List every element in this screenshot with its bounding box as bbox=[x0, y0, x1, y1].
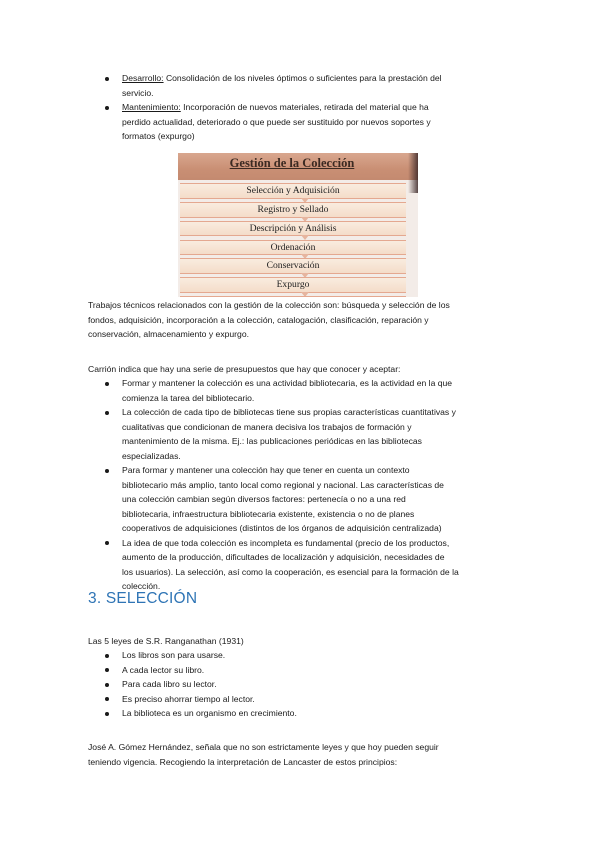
figure-step bbox=[180, 258, 406, 274]
list-text: aumento de la producción, dificultades de localización y adquisición, necesidades de bbox=[122, 552, 445, 562]
list-text: mantenimiento de la misma. Ej.: las publicaciones periódicas en las bibliotecas bbox=[122, 436, 422, 446]
paragraph-line: José A. Gómez Hernández, señala que no son estrictamente leyes y que hoy pueden seguir bbox=[88, 742, 439, 752]
list-item bbox=[122, 463, 522, 536]
list-item bbox=[122, 692, 522, 707]
bullet-icon bbox=[105, 411, 109, 415]
list-text: La idea de que toda colección es incompleta es fundamental (precio de los productos, bbox=[122, 537, 450, 548]
bullet-icon bbox=[105, 106, 109, 110]
list-text: bibliotecaria, infraestructura bibliotecaria existente, existencia o no de planes bbox=[122, 508, 415, 519]
collection-management-figure bbox=[178, 153, 418, 297]
step-label: Expurgo bbox=[276, 279, 310, 291]
paragraph-line: fondos, adquisición, incorporación a la colección, catalogación, clasificación, reparación y bbox=[88, 314, 429, 325]
list-text: los usuarios). La selección, así como la cooperación, es esencial para la formación de la bbox=[122, 566, 459, 577]
bullet-icon bbox=[105, 77, 109, 81]
list-text: cooperativos de adquisiciones (distintos de los órganos de adquisición centralizada) bbox=[122, 523, 442, 533]
section-heading: 3. SELECCIÓN bbox=[88, 590, 198, 607]
list-item bbox=[122, 677, 522, 692]
bullet-icon bbox=[105, 382, 109, 386]
figure-step bbox=[180, 296, 406, 297]
paragraph-carrion-intro: Carrión indica que hay una serie de presupuestos que hay que conocer y aceptar: bbox=[88, 364, 401, 374]
carrion-list bbox=[122, 376, 522, 594]
list-text: Incorporación de nuevos materiales, retirada del material que ha bbox=[180, 102, 429, 112]
list-item bbox=[122, 100, 522, 144]
step-label: Ordenación bbox=[270, 241, 316, 253]
paragraph-line: Trabajos técnicos relacionados con la gestión de la colección son: búsqueda y selección de los bbox=[88, 300, 450, 310]
list-text: colección. bbox=[122, 581, 161, 591]
paragraph-trabajos bbox=[88, 298, 516, 342]
bullet-icon bbox=[105, 668, 109, 672]
term-mantenimiento: Mantenimiento: bbox=[122, 102, 181, 112]
list-text: A cada lector su libro. bbox=[122, 664, 205, 675]
list-text: Para cada libro su lector. bbox=[122, 679, 217, 689]
figure-step bbox=[180, 183, 406, 199]
step-label: Descripción y Análisis bbox=[249, 222, 337, 234]
list-text: Los libros son para usarse. bbox=[122, 650, 226, 660]
list-text: Consolidación de los niveles óptimos o suficientes para la prestación del bbox=[163, 73, 442, 83]
paragraph-line: teniendo vigencia. Recogiendo la interpretación de Lancaster de estos principios: bbox=[88, 756, 398, 767]
laws-list bbox=[122, 648, 522, 721]
figure-step bbox=[180, 221, 406, 237]
list-item bbox=[122, 376, 522, 405]
figure-steps bbox=[180, 180, 406, 297]
paragraph-closing bbox=[88, 740, 516, 769]
bullet-icon bbox=[105, 469, 109, 473]
list-item bbox=[122, 648, 522, 663]
list-text: comienza la tarea del bibliotecario. bbox=[122, 392, 255, 403]
step-label: Registro y Sellado bbox=[257, 204, 329, 216]
list-item bbox=[122, 71, 522, 100]
list-text: Es preciso ahorrar tiempo al lector. bbox=[122, 693, 255, 704]
term-desarrollo: Desarrollo: bbox=[122, 73, 164, 83]
list-text: especializadas. bbox=[122, 450, 181, 461]
figure-step bbox=[180, 277, 406, 293]
bullet-icon bbox=[105, 683, 109, 687]
list-text: La colección de cada tipo de bibliotecas tiene sus propias características cuantitativas y bbox=[122, 407, 456, 417]
figure-step bbox=[180, 202, 406, 218]
bullet-icon bbox=[105, 541, 109, 545]
paragraph-laws-intro: Las 5 leyes de S.R. Ranganathan (1931) bbox=[88, 636, 244, 646]
list-text: La biblioteca es un organismo en crecimiento. bbox=[122, 708, 297, 718]
list-text: bibliotecario más amplio, tanto local como regional y nacional. Las características de bbox=[122, 479, 444, 490]
bullet-icon bbox=[105, 654, 109, 658]
step-label: Conservación bbox=[266, 260, 320, 272]
list-item bbox=[122, 706, 522, 721]
list-text: perdido actualidad, deteriorado o que puede ser sustituido por nuevos soportes y bbox=[122, 116, 431, 127]
bullet-icon bbox=[105, 712, 109, 716]
paragraph-line: conservación, almacenamiento y expurgo. bbox=[88, 329, 249, 339]
list-item bbox=[122, 405, 522, 463]
step-label: Selección y Adquisición bbox=[246, 185, 340, 197]
bullet-icon bbox=[105, 697, 109, 701]
list-text: formatos (expurgo) bbox=[122, 131, 195, 141]
figure-step bbox=[180, 240, 406, 256]
list-text: Formar y mantener la colección es una actividad bibliotecaria, es la actividad en la que bbox=[122, 378, 453, 388]
list-item bbox=[122, 663, 522, 678]
list-text: servicio. bbox=[122, 87, 154, 98]
list-item bbox=[122, 536, 522, 594]
phases-list bbox=[122, 71, 522, 144]
figure-shadow bbox=[408, 153, 418, 193]
list-text: Para formar y mantener una colección hay que tener en cuenta un contexto bbox=[122, 465, 410, 475]
list-text: cualitativas que condicionan de manera decisiva los trabajos de formación y bbox=[122, 421, 412, 432]
figure-title: Gestión de la Colección bbox=[229, 156, 355, 170]
list-text: una colección cambian según diversos factores: pertenecía o no a una red bbox=[122, 494, 406, 504]
